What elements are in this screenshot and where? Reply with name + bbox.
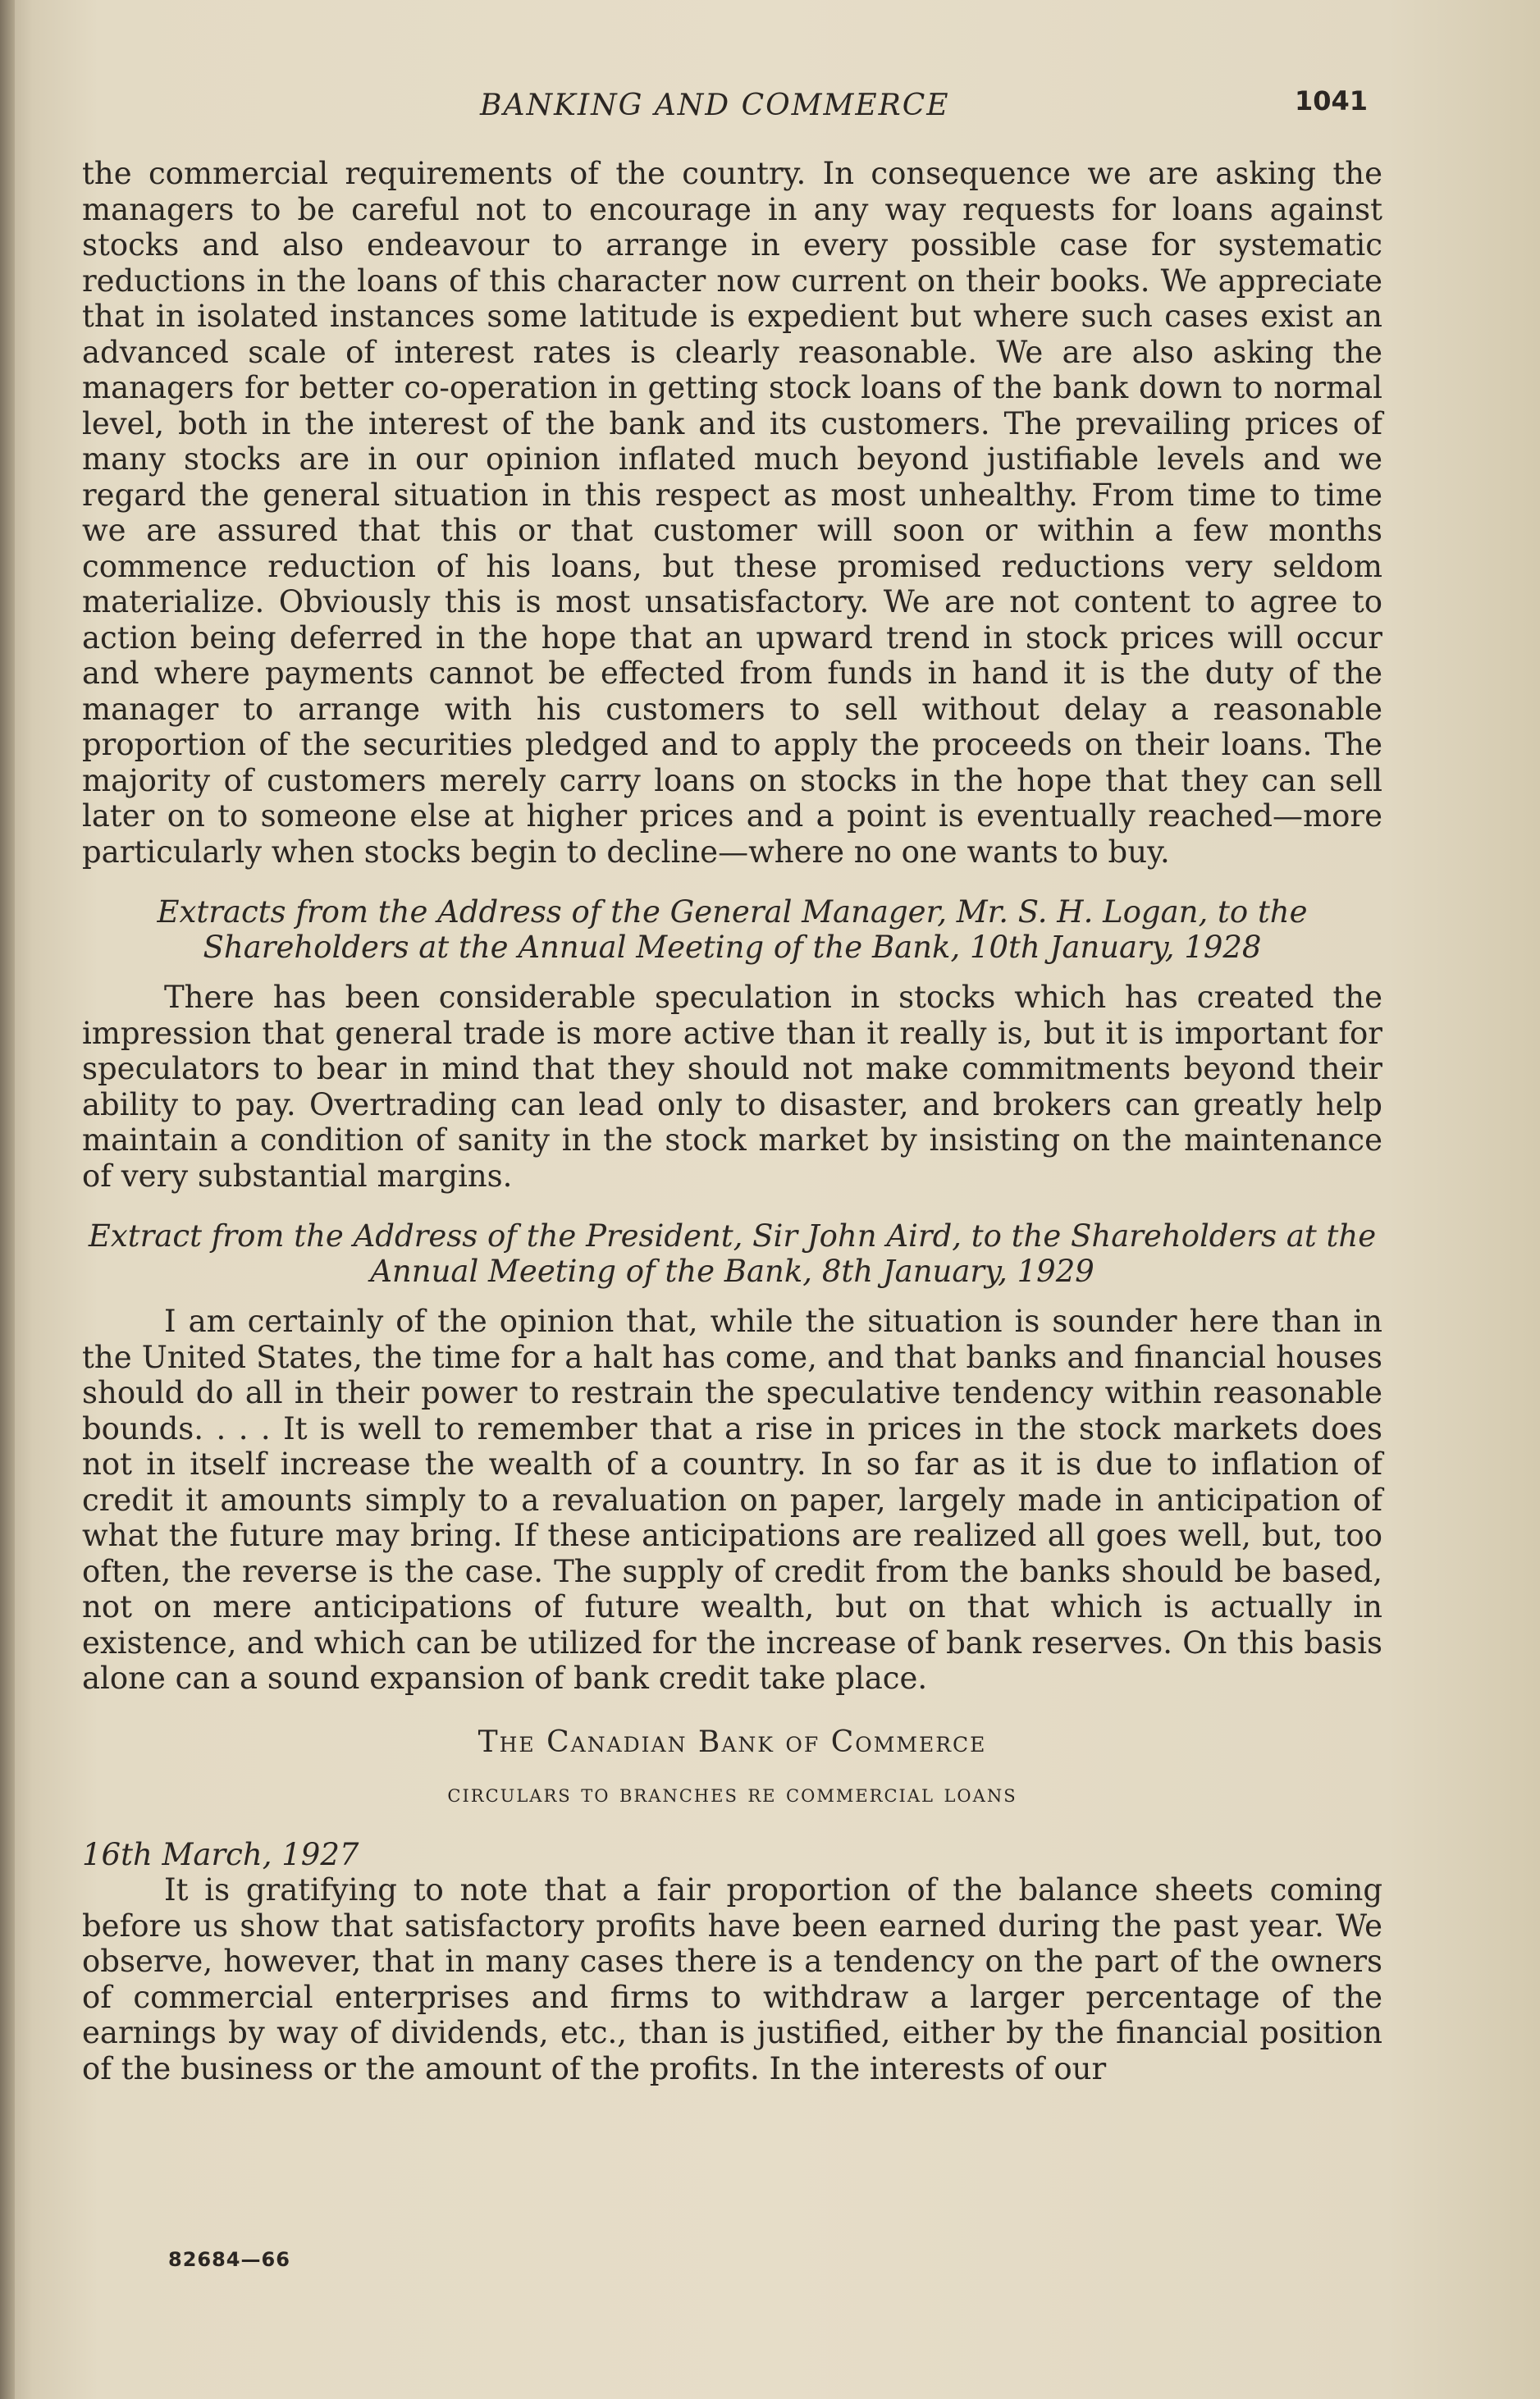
page-body [82,156,1382,2086]
bank-title: The Canadian Bank of Commerce [478,1725,987,1759]
running-head: BANKING AND COMMERCE [480,89,950,122]
book-spine-shadow [0,0,15,2399]
print-code: 82684—66 [168,2248,290,2271]
circulars-subtitle: circulars to branches re commercial loans [447,1780,1017,1808]
section-heading-president: Extract from the Address of the President, Sir John Aird, to the Shareholders at the Annual Meeting of the Bank, 8th January, 1929 [88,1218,1377,1289]
paragraph-speculation: There has been considerable speculation in stocks which has created the impression that general trade is more active than it really is, but it is important for speculators to bear in mind that they should not make commitments beyond their ability to pay. Overtrading can lead only to disaster, and brokers can greatly help maintain a condition of sanity in the stock market by insisting on the maintenance of very substantial margins. [82,980,1382,1194]
paragraph-president-address: I am certainly of the opinion that, while the situation is sounder here than in the United States, the time for a halt has come, and that banks and financial houses should do all in their power to restrain the speculative tendency within reasonable bounds. . . . It is well to remember that a rise in prices in the stock markets does not in itself increase the wealth of a country. In so far as it is due to inflation of credit it amounts simply to a revaluation on paper, largely made in anticipation of what the future may bring. If these anticipations are realized all goes well, but, too often, the reverse is the case. The supply of credit from the banks should be based, not on mere anticipations of future wealth, but on that which is actually in existence, and which can be utilized for the increase of bank reserves. On this basis alone can a sound expansion of bank credit take place. [82,1304,1382,1696]
paragraph-continuation: the commercial requirements of the country. In consequence we are asking the managers to be careful not to encourage in any way requests for loans against stocks and also endeavour to arrange in every possible case for systematic reductions in the loans of this character now current on their books. We appreciate that in isolated instances some latitude is expedient but where such cases exist an advanced scale of interest rates is clearly reasonable. We are also asking the managers for better co-operation in getting stock loans of the bank down to normal level, both in the interest of the bank and its customers. The prevailing prices of many stocks are in our opinion inflated much beyond justifiable levels and we regard the general situation in this respect as most unhealthy. From time to time we are assured that this or that customer will soon or within a few months commence reduction of his loans, but these promised reductions very seldom materialize. Obviously this is most unsatisfactory. We are not content to agree to action being deferred in the hope that an upward trend in stock prices will occur and where payments cannot be effected from funds in hand it is the duty of the manager to arrange with his customers to sell without delay a reasonable proportion of the securities pledged and to apply the proceeds on their loans. The majority of customers merely carry loans on stocks in the hope that they can sell later on to someone else at higher prices and a point is eventually reached—more particularly when stocks begin to decline—where no one wants to buy. [82,156,1382,870]
paragraph-circular: It is gratifying to note that a fair proportion of the balance sheets coming before us show that satisfactory profits have been earned during the past year. We observe, however, that in many cases there is a tendency on the part of the owners of commercial enterprises and firms to withdraw a larger percentage of the earnings by way of dividends, etc., than is justified, either by the financial position of the business or the amount of the profits. In the interests of our [82,1872,1382,2086]
circular-date: 16th March, 1927 [82,1836,359,1872]
section-heading-general-manager: Extracts from the Address of the General Manager, Mr. S. H. Logan, to the Shareholders at the Annual Meeting of the Bank, 10th January, 1928 [157,894,1308,965]
page-number: 1041 [1295,85,1369,117]
page-header [82,82,1369,131]
